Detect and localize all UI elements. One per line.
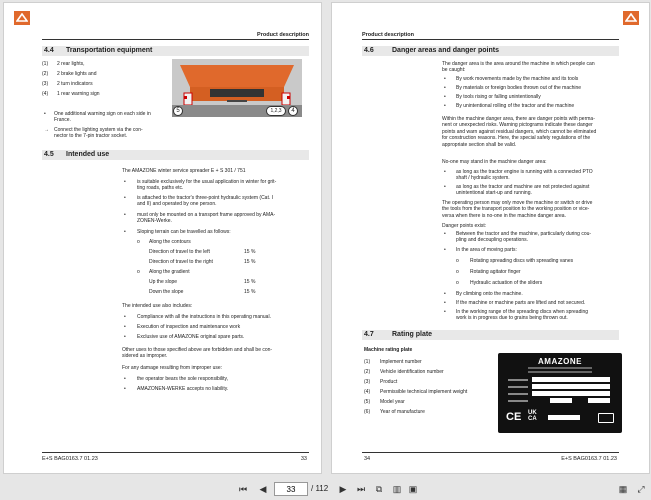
paragraph-line: unintentional start-up and running. <box>456 190 532 197</box>
bullet-icon: • <box>124 334 126 340</box>
list-number: (1) <box>364 359 371 365</box>
list-item: Product <box>380 379 398 385</box>
list-item: 2 brake lights and <box>57 71 97 77</box>
bullet-icon: • <box>444 94 446 100</box>
page-number: 34 <box>364 456 371 462</box>
list-number: (6) <box>364 409 371 415</box>
paragraph-line: as long as the tractor and machine are not protected against <box>456 184 590 190</box>
paragraph-line: appropriate section shall be valid. <box>442 141 517 148</box>
bullet-icon: • <box>444 76 446 82</box>
bullet-icon: • <box>124 179 126 185</box>
plate-field <box>550 398 572 403</box>
paragraph-line: Rotating agitator finger <box>470 269 521 275</box>
paragraph-line: and II) and operated by one person. <box>137 201 217 208</box>
list-item: Year of manufacture <box>380 409 425 415</box>
next-page-icon[interactable]: ▶ <box>339 484 347 494</box>
section-number: 4.4 <box>44 47 54 54</box>
slope-label: Up the slope <box>149 279 178 285</box>
paragraph-line: In the area of moving parts: <box>456 247 517 253</box>
paragraph-line: versa when there is no-one in the machine danger area. <box>442 212 566 219</box>
bullet-icon: • <box>124 212 126 218</box>
paragraph-line: The operating person may only move the machine or switch or drive <box>442 200 593 206</box>
section-number: 4.5 <box>44 151 54 158</box>
list-number: (4) <box>42 91 49 97</box>
bullet-icon: • <box>124 314 126 320</box>
circle-bullet-icon: o <box>137 269 140 275</box>
bullet-icon: • <box>124 195 126 201</box>
paragraph-line: must only be mounted on a transport frame approved by AMA- <box>137 212 276 218</box>
footer-doc-code: E+S BAG0163.7 01.23 <box>42 456 98 462</box>
list-item: 1 rear warning sign <box>57 91 100 97</box>
bullet-icon: • <box>444 300 446 306</box>
paragraph-line: The danger area is the area around the machine in which people can <box>442 61 595 67</box>
header-rule <box>42 39 309 40</box>
paragraph-line: By materials or foreign bodies thrown out of the machine <box>456 85 582 91</box>
slope-label: Direction of travel to the left <box>149 249 210 255</box>
two-page-icon[interactable]: ▥ <box>392 484 402 494</box>
paragraph-line: Other uses to those specified above are forbidden and shall be con- <box>122 347 273 353</box>
paragraph-line: By tools rising or falling unintentionally <box>456 94 541 100</box>
amazone-logo <box>623 11 639 25</box>
page-number: 33 <box>300 456 307 462</box>
paragraph-line: pling and decoupling operations. <box>456 237 528 244</box>
plate-text-line <box>528 367 592 369</box>
paragraph-line: AMAZONEN-WERKE accepts no liability. <box>137 386 229 392</box>
running-header: Product description <box>257 32 309 38</box>
paragraph-line: nent or unexpected risks. Warning pictograms indicate these danger <box>442 122 593 129</box>
plate-text-line <box>528 371 592 373</box>
list-number: (3) <box>42 81 49 87</box>
bullet-icon: • <box>444 103 446 109</box>
paragraph-line: be caught: <box>442 67 466 74</box>
footer-doc-code: E+S BAG0163.7 01.23 <box>561 456 617 462</box>
bullet-icon: • <box>124 376 126 382</box>
paragraph-line: work is in progress due to grains being thrown out. <box>456 315 568 322</box>
paragraph-line: the tools from the transport position to the working position or vice- <box>442 206 590 213</box>
callout-4: 4 <box>288 106 298 116</box>
bullet-icon: • <box>444 309 446 315</box>
plate-field <box>548 415 580 420</box>
bullet-icon: • <box>444 169 446 175</box>
arrow-icon: → <box>44 127 49 133</box>
list-number: (5) <box>364 399 371 405</box>
plate-emblem-icon <box>598 413 614 423</box>
thumbnail-icon[interactable]: ▦ <box>618 484 628 494</box>
paragraph-line: shaft / hydraulic system. <box>456 175 510 182</box>
section-number: 4.6 <box>364 47 374 54</box>
bullet-icon: • <box>444 184 446 190</box>
plate-field <box>532 391 610 396</box>
paragraph-line: The intended use also includes: <box>122 303 193 309</box>
list-item: 2 turn indicators <box>57 81 93 87</box>
list-item: Permissible technical implement weight <box>380 389 468 395</box>
paragraph-line: By work movements made by the machine and its tools <box>456 76 579 82</box>
ce-mark: CE <box>506 411 522 423</box>
plate-label <box>508 400 528 402</box>
paragraph-line: as long as the tractor engine is running with a connected PTO <box>456 169 593 175</box>
rating-plate <box>498 353 622 433</box>
paragraph-line: No-one may stand in the machine danger area: <box>442 159 547 165</box>
save-icon[interactable]: ▣ <box>408 484 418 494</box>
list-number: (2) <box>364 369 371 375</box>
list-item: Vehicle identification number <box>380 369 444 375</box>
paragraph-line: for construction reasons. Here, the special safety regulations of the <box>442 135 591 142</box>
circle-bullet-icon: o <box>137 239 140 245</box>
circle-bullet-icon: o <box>456 258 459 264</box>
slope-label: Down the slope <box>149 289 184 295</box>
plate-field <box>532 377 610 382</box>
page-number-input[interactable] <box>274 482 308 496</box>
plate-field <box>588 398 610 403</box>
bullet-icon: • <box>444 247 446 253</box>
page-total: / 112 <box>311 484 329 493</box>
plate-label <box>508 393 528 395</box>
paragraph-line: Connect the lighting system via the con- <box>54 127 143 133</box>
list-item: Implement number <box>380 359 422 365</box>
section-number: 4.7 <box>364 331 374 338</box>
paragraph-line: One additional warning sign on each side in <box>54 111 151 117</box>
ukca-mark-bottom: CA <box>528 416 537 422</box>
paragraph-line: Within the machine danger area, there are danger points with perma- <box>442 116 595 122</box>
slope-label: Direction of travel to the right <box>149 259 213 265</box>
paragraph-line: Danger points exist: <box>442 223 487 229</box>
header-rule <box>362 39 619 40</box>
callout-1-2-3: 1,2,3 <box>266 106 286 116</box>
amazone-logo <box>14 11 30 25</box>
paragraph-line: points and warn against residual dangers, which cannot be eliminated <box>442 128 597 135</box>
paragraph-line: In the working range of the spreading discs when spreading <box>456 309 589 315</box>
paragraph-line: Sloping terrain can be travelled as follows: <box>137 229 231 235</box>
section-title: Intended use <box>66 151 110 158</box>
bullet-icon: • <box>124 324 126 330</box>
fit-page-icon[interactable]: ⧉ <box>375 484 383 494</box>
bullet-icon: • <box>124 386 126 392</box>
viewer-toolbar <box>0 478 651 500</box>
paragraph-line: By climbing onto the machine. <box>456 291 523 297</box>
paragraph-line: sidered as improper. <box>122 353 168 360</box>
slope-value: 15 % <box>244 279 256 285</box>
paragraph-line: Along the gradient <box>149 269 190 275</box>
paragraph-line: nector to the 7-pin tractor socket. <box>54 133 128 140</box>
paragraph-line: France. <box>54 117 71 124</box>
paragraph-line: The AMAZONE winter service spreader E + S 301 / 751 <box>122 168 246 174</box>
paragraph-line: Exclusive use of AMAZONE original spare parts. <box>137 334 245 340</box>
circle-bullet-icon: o <box>456 269 459 275</box>
paragraph-line: Rotating spreading discs with spreading vanes <box>470 258 574 264</box>
list-item: 2 rear lights, <box>57 61 85 67</box>
first-page-icon[interactable]: ⏮ <box>238 484 248 494</box>
ukca-mark-top: UK <box>528 410 537 416</box>
footer-rule <box>362 452 619 453</box>
list-number: (2) <box>42 71 49 77</box>
paragraph-line: ting roads, paths etc. <box>137 185 184 192</box>
section-title: Transportation equipment <box>66 47 153 54</box>
bullet-icon: • <box>444 231 446 237</box>
paragraph-line: Compliance with all the instructions in this operating manual. <box>137 314 271 320</box>
paragraph-line: Execution of inspection and maintenance work <box>137 324 241 330</box>
fullscreen-icon[interactable]: ⤢ <box>637 484 645 494</box>
list-number: (4) <box>364 389 371 395</box>
plate-brand: AMAZONE <box>538 357 582 366</box>
footer-rule <box>42 452 309 453</box>
subtitle: Machine rating plate <box>364 347 413 353</box>
right-page <box>331 2 650 474</box>
bullet-icon: • <box>44 111 46 117</box>
slope-value: 15 % <box>244 289 256 295</box>
paragraph-line: ZONEN-Werke. <box>137 218 172 225</box>
paragraph-line: By unintentional rolling of the tractor and the machine <box>456 103 575 109</box>
list-number: (3) <box>364 379 371 385</box>
circle-bullet-icon: o <box>456 280 459 286</box>
running-header: Product description <box>362 32 414 38</box>
left-page <box>3 2 322 474</box>
list-number: (1) <box>42 61 49 67</box>
list-item: Model year <box>380 399 405 405</box>
paragraph-line: is suitable exclusively for the usual application in winter for grit- <box>137 179 277 185</box>
plate-field <box>532 384 610 389</box>
bullet-icon: • <box>444 291 446 297</box>
plate-label <box>508 379 528 381</box>
paragraph-line: Between the tractor and the machine, particularly during cou- <box>456 231 592 237</box>
slope-value: 15 % <box>244 249 256 255</box>
last-page-icon[interactable]: ⏭ <box>356 484 366 494</box>
previous-page-icon[interactable]: ◀ <box>259 484 267 494</box>
section-title: Rating plate <box>392 331 433 338</box>
plate-label <box>508 386 528 388</box>
section-title: Danger areas and danger points <box>392 47 499 54</box>
paragraph-line: Hydraulic actuation of the sliders <box>470 280 543 286</box>
paragraph-line: If the machine or machine parts are lifted and not secured. <box>456 300 586 306</box>
bullet-icon: • <box>444 85 446 91</box>
paragraph-line: is attached to the tractor's three-point hydraulic system (Cat. I <box>137 195 274 201</box>
callout-5: 5 <box>173 106 183 116</box>
slope-value: 15 % <box>244 259 256 265</box>
bullet-icon: • <box>124 229 126 235</box>
paragraph-line: For any damage resulting from improper use: <box>122 365 223 371</box>
paragraph-line: the operator bears the sole responsibility, <box>137 376 229 382</box>
paragraph-line: Along the contours <box>149 239 191 245</box>
